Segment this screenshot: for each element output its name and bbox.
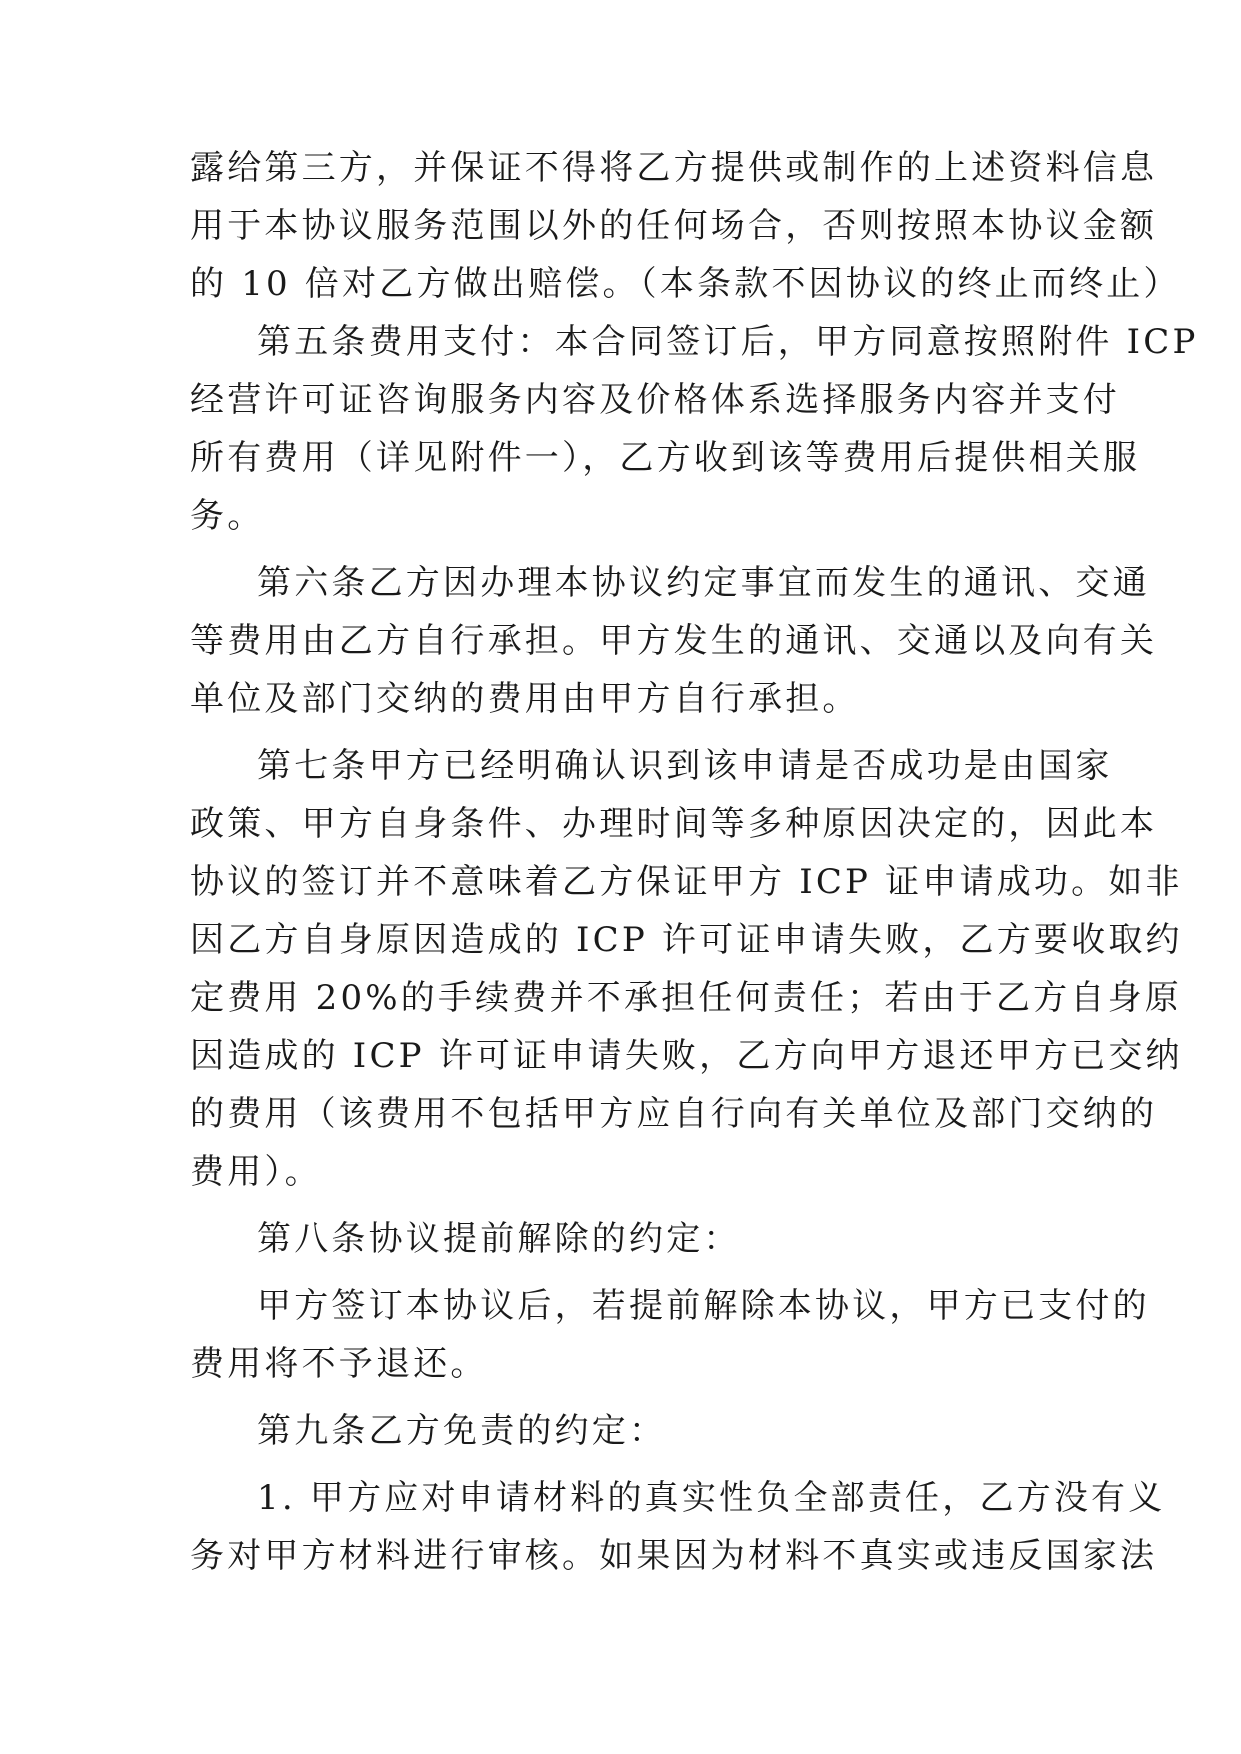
text-line: 务。 <box>190 496 265 536</box>
text-line: 政策、甲方自身条件、办理时间等多种原因决定的，因此本 <box>190 804 1158 844</box>
text-line: 费用）。 <box>190 1152 322 1192</box>
text-line: 露给第三方，并保证不得将乙方提供或制作的上述资料信息 <box>190 148 1158 188</box>
text-line: 第六条乙方因办理本协议约定事宜而发生的通讯、交通 <box>257 563 1150 603</box>
text-line: 因乙方自身原因造成的 ICP 许可证申请失败，乙方要收取约 <box>190 920 1183 960</box>
text-line: 所有费用（详见附件一），乙方收到该等费用后提供相关服 <box>190 438 1141 478</box>
text-line: 务对甲方材料进行审核。如果因为材料不真实或违反国家法 <box>190 1536 1158 1576</box>
text-line: 的 10 倍对乙方做出赔偿。（本条款不因协议的终止而终止） <box>190 264 1181 304</box>
text-line: 第八条协议提前解除的约定： <box>257 1219 741 1259</box>
text-line: 因造成的 ICP 许可证申请失败，乙方向甲方退还甲方已交纳 <box>190 1036 1183 1076</box>
text-line: 甲方签订本协议后，若提前解除本协议，甲方已支付的 <box>257 1286 1150 1326</box>
text-line: 单位及部门交纳的费用由甲方自行承担。 <box>190 679 860 719</box>
text-line: 等费用由乙方自行承担。甲方发生的通讯、交通以及向有关 <box>190 621 1158 661</box>
text-line: 定费用 20%的手续费并不承担任何责任；若由于乙方自身原 <box>190 978 1182 1018</box>
text-line: 第五条费用支付：本合同签订后，甲方同意按照附件 ICP <box>257 322 1199 362</box>
text-line: 用于本协议服务范围以外的任何场合，否则按照本协议金额 <box>190 206 1158 246</box>
text-line: 的费用（该费用不包括甲方应自行向有关单位及部门交纳的 <box>190 1094 1158 1134</box>
text-line: 经营许可证咨询服务内容及价格体系选择服务内容并支付 <box>190 380 1120 420</box>
text-line: 1. 甲方应对申请材料的真实性负全部责任，乙方没有义 <box>257 1478 1166 1518</box>
text-line: 第九条乙方免责的约定： <box>257 1411 667 1451</box>
text-line: 第七条甲方已经明确认识到该申请是否成功是由国家 <box>257 746 1113 786</box>
text-line: 费用将不予退还。 <box>190 1344 488 1384</box>
text-line: 协议的签订并不意味着乙方保证甲方 ICP 证申请成功。如非 <box>190 862 1183 902</box>
